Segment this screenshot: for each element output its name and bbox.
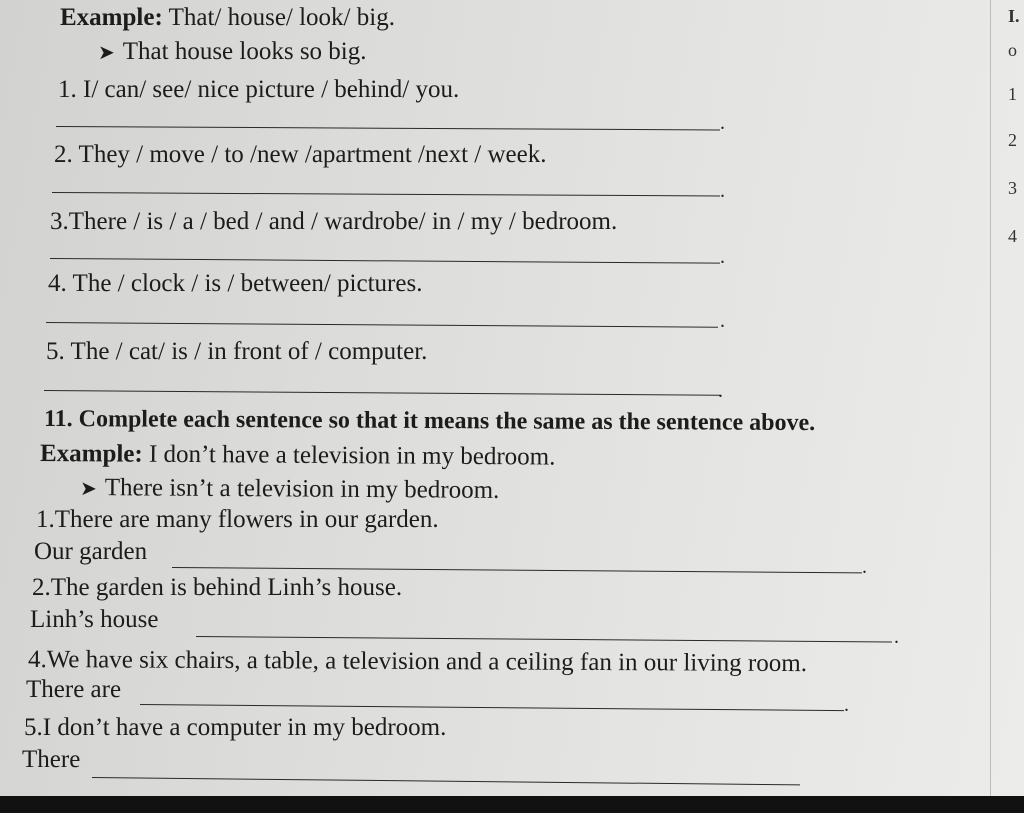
exercise-sentence: 1.There are many flowers in our garden. bbox=[36, 506, 439, 533]
exercise-item: 4. The / clock / is / between/ pictures. bbox=[48, 270, 423, 297]
exercise-prompt: Linh’s house bbox=[30, 606, 159, 633]
margin-label: 1 bbox=[1008, 84, 1017, 104]
exercise-item: 3.There / is / a / bed / and / wardrobe/ in / my / bedroom. bbox=[50, 208, 618, 235]
margin-label: 2 bbox=[1008, 130, 1017, 150]
exercise-sentence: 4.We have six chairs, a table, a television and a ceiling fan in our living room. bbox=[27, 646, 808, 678]
period-mark: . bbox=[720, 180, 725, 202]
example-text: That/ house/ look/ big. bbox=[162, 4, 395, 31]
exercise-prompt: Our garden bbox=[34, 538, 148, 565]
exercise-sentence: 5.I don’t have a computer in my bedroom. bbox=[24, 714, 447, 741]
answer-blank[interactable] bbox=[92, 777, 800, 785]
exercise-item: 1. I/ can/ see/ nice picture / behind/ you. bbox=[58, 76, 460, 103]
bottom-shadow bbox=[0, 796, 1024, 813]
answer-blank[interactable] bbox=[46, 322, 718, 328]
margin-label: I. bbox=[1008, 6, 1020, 26]
example-line bbox=[60, 4, 395, 32]
example-answer: There isn’t a television in my bedroom. bbox=[104, 474, 500, 504]
period-mark: . bbox=[894, 626, 899, 648]
answer-blank[interactable] bbox=[52, 192, 720, 196]
example-label: Example: bbox=[39, 440, 143, 468]
period-mark: . bbox=[844, 694, 849, 716]
answer-blank[interactable] bbox=[140, 704, 844, 711]
example-line bbox=[40, 440, 556, 472]
margin-label: o bbox=[1008, 40, 1017, 60]
period-mark: . bbox=[718, 380, 723, 402]
example-text: I don’t have a television in my bedroom. bbox=[142, 440, 556, 471]
example-answer-line bbox=[80, 474, 500, 505]
exercise-sentence: 2.The garden is behind Linh’s house. bbox=[32, 574, 403, 601]
margin-label: 3 bbox=[1008, 178, 1017, 198]
period-mark: . bbox=[862, 556, 867, 578]
arrow-icon: ➤ bbox=[98, 40, 115, 64]
page-fold-line bbox=[990, 0, 991, 796]
answer-blank[interactable] bbox=[196, 636, 892, 642]
arrow-icon: ➤ bbox=[79, 476, 97, 501]
period-mark: . bbox=[720, 112, 725, 134]
answer-blank[interactable] bbox=[56, 126, 720, 130]
example-answer: That house looks so big. bbox=[122, 38, 367, 65]
exercise-item: 2. They / move / to /new /apartment /next / week. bbox=[54, 141, 547, 168]
period-mark: . bbox=[720, 310, 725, 332]
period-mark: . bbox=[720, 246, 725, 268]
exercise-item: 5. The / cat/ is / in front of / computer. bbox=[46, 338, 428, 365]
exercise-prompt: There bbox=[22, 746, 81, 773]
margin-label: 4 bbox=[1008, 226, 1017, 246]
answer-blank[interactable] bbox=[172, 567, 862, 573]
answer-blank[interactable] bbox=[50, 258, 720, 264]
example-label: Example: bbox=[60, 4, 163, 31]
answer-blank[interactable] bbox=[44, 390, 720, 396]
exercise-prompt: There are bbox=[26, 676, 122, 703]
example-answer-line bbox=[98, 38, 367, 66]
section-heading: 11. Complete each sentence so that it means the same as the sentence above. bbox=[43, 406, 816, 437]
